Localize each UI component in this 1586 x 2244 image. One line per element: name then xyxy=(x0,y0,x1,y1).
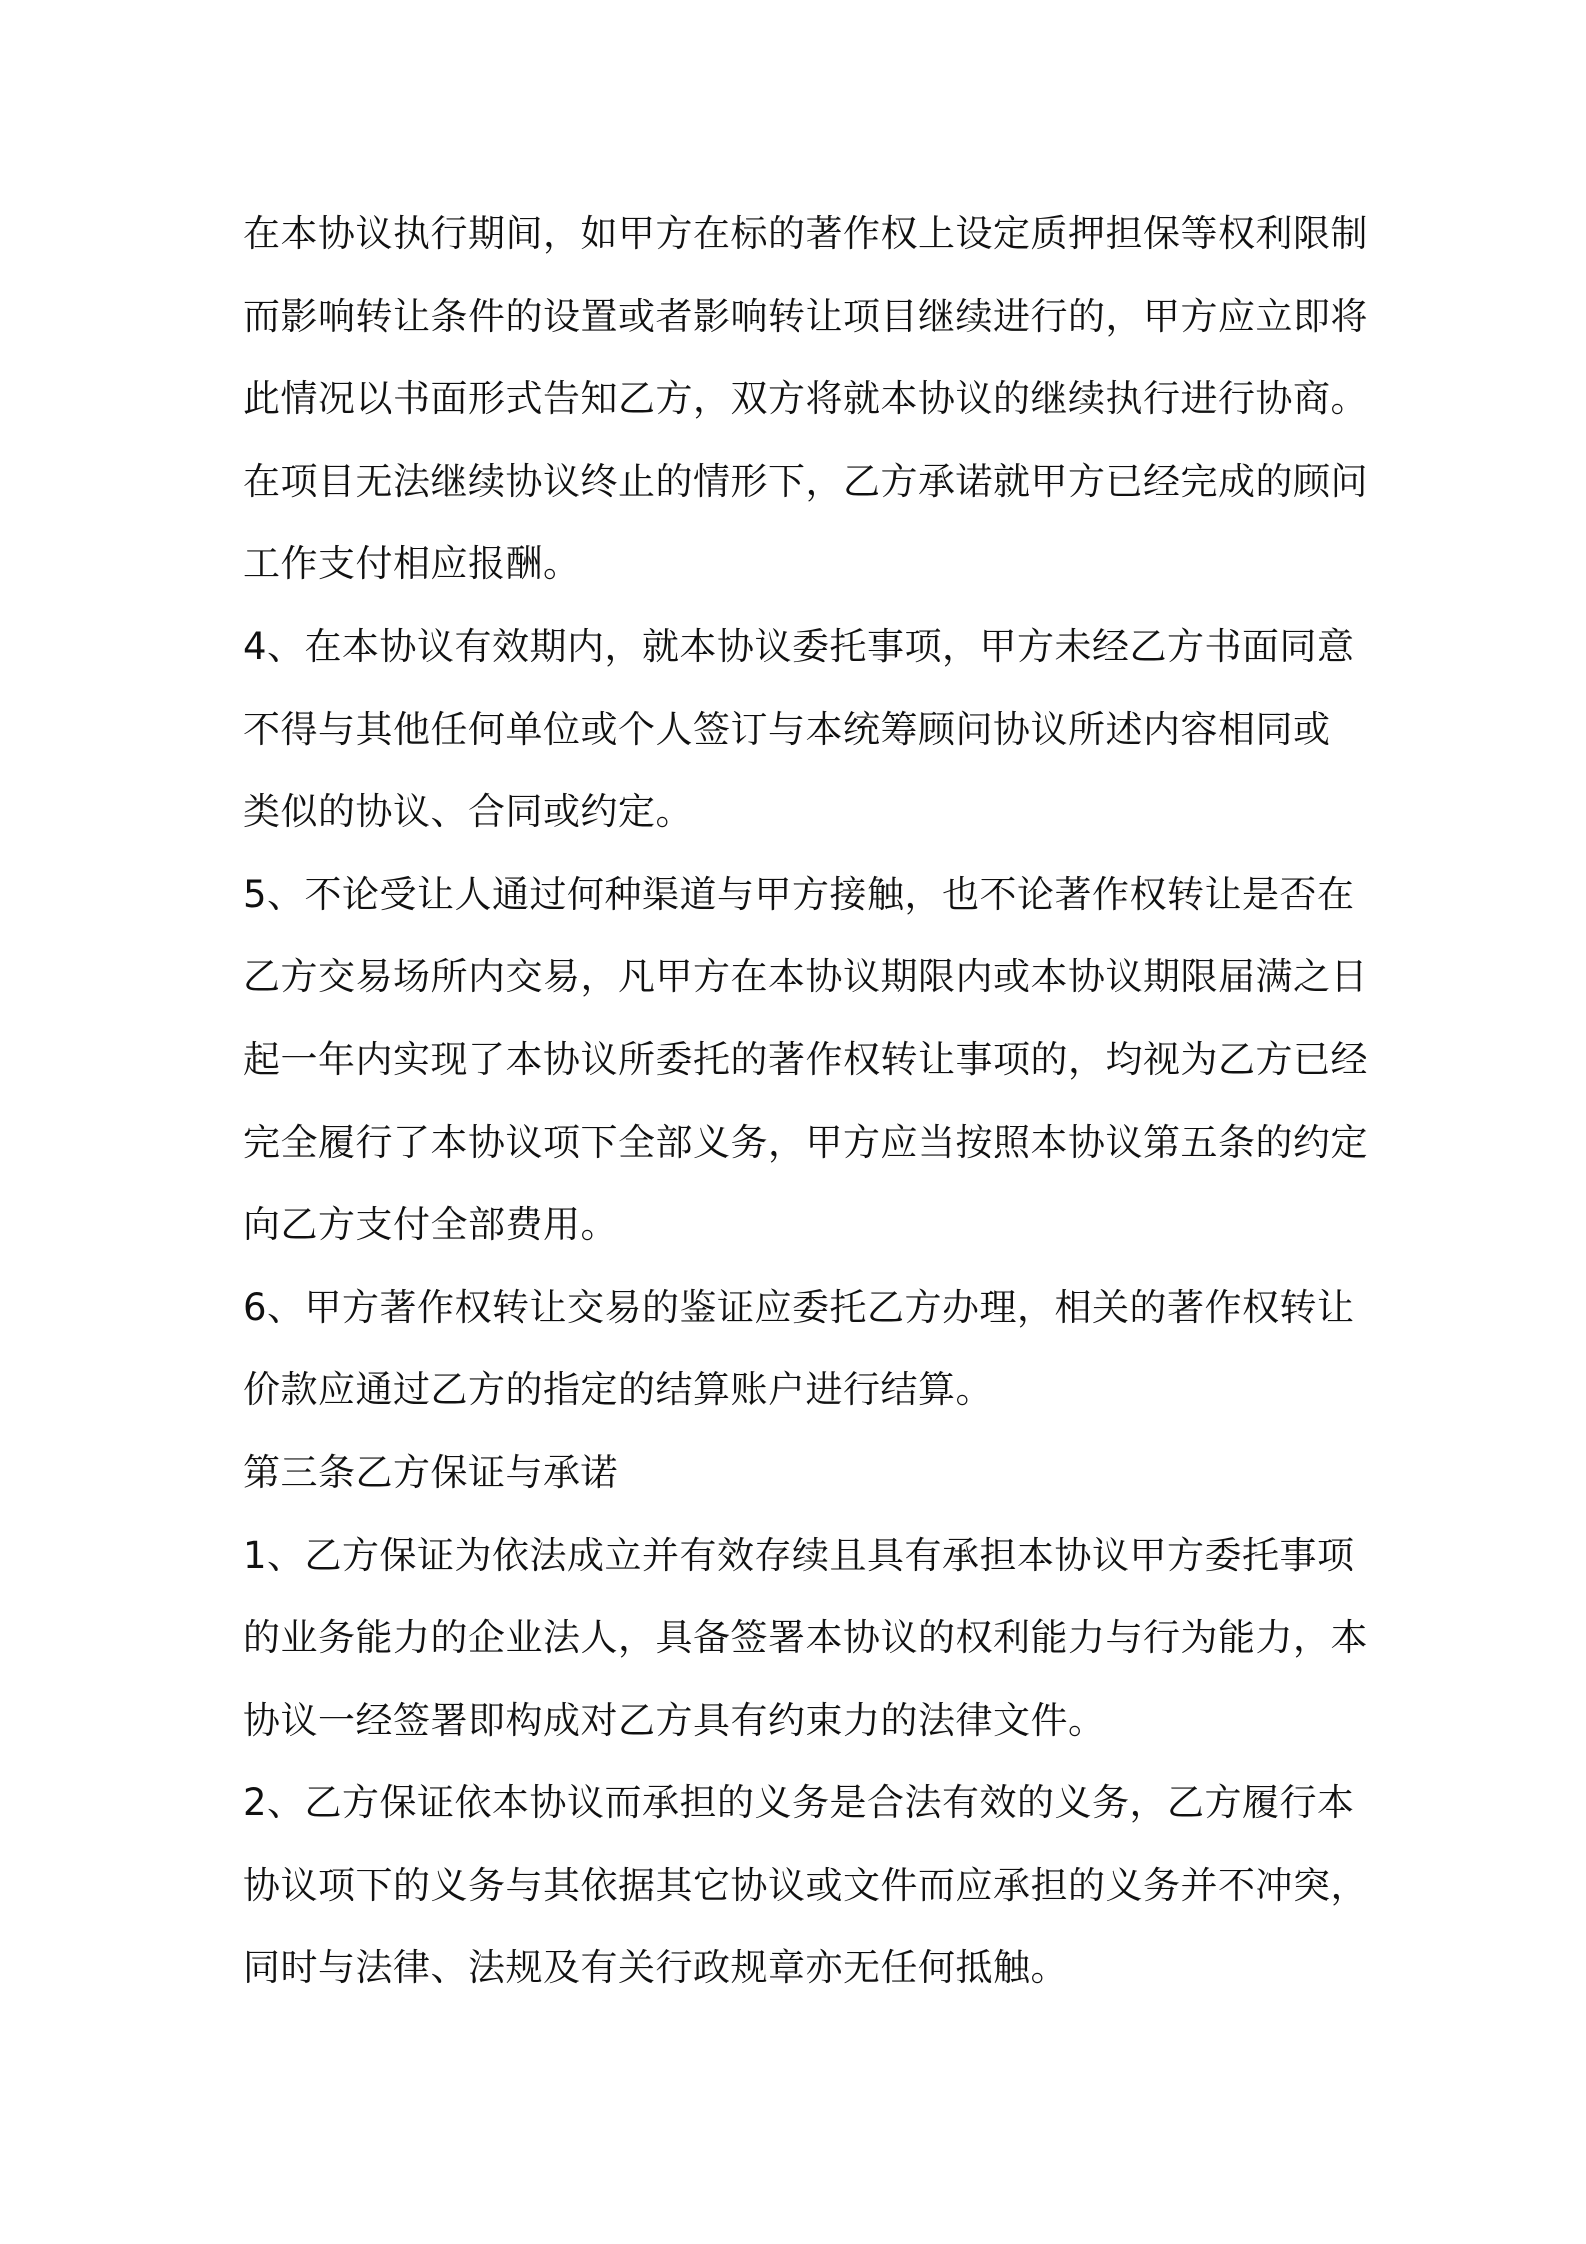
text-line: 价款应通过乙方的指定的结算账户进行结算。 xyxy=(243,1368,993,1412)
text-line: 起一年内实现了本协议所委托的著作权转让事项的，均视为乙方已经 xyxy=(243,1037,1368,1081)
text-line: 此情况以书面形式告知乙方，双方将就本协议的继续执行进行协商。 xyxy=(243,377,1368,421)
clause-1-line: 1、乙方保证为依法成立并有效存续且具有承担本协议甲方委托事项 xyxy=(243,1533,1355,1577)
text-line: 在项目无法继续协议终止的情形下，乙方承诺就甲方已经完成的顾问 xyxy=(243,459,1368,503)
clause-4-line: 4、在本协议有效期内，就本协议委托事项，甲方未经乙方书面同意 xyxy=(243,624,1355,668)
text-line: 协议一经签署即构成对乙方具有约束力的法律文件。 xyxy=(243,1698,1106,1742)
document-body xyxy=(243,193,1368,2010)
text-line: 不得与其他任何单位或个人签订与本统筹顾问协议所述内容相同或 xyxy=(243,707,1331,751)
text-line: 乙方交易场所内交易，凡甲方在本协议期限内或本协议期限届满之日 xyxy=(243,955,1368,999)
clause-5-line: 5、不论受让人通过何种渠道与甲方接触，也不论著作权转让是否在 xyxy=(243,872,1355,916)
text-line: 向乙方支付全部费用。 xyxy=(243,1203,618,1247)
clause-2-line: 2、乙方保证依本协议而承担的义务是合法有效的义务，乙方履行本 xyxy=(243,1781,1355,1825)
text-line: 工作支付相应报酬。 xyxy=(243,542,581,586)
text-line: 完全履行了本协议项下全部义务，甲方应当按照本协议第五条的约定 xyxy=(243,1120,1368,1164)
section-heading: 第三条乙方保证与承诺 xyxy=(243,1450,618,1494)
clause-6-line: 6、甲方著作权转让交易的鉴证应委托乙方办理，相关的著作权转让 xyxy=(243,1285,1355,1329)
text-line: 协议项下的义务与其依据其它协议或文件而应承担的义务并不冲突， xyxy=(243,1863,1368,1907)
text-line: 而影响转让条件的设置或者影响转让项目继续进行的，甲方应立即将 xyxy=(243,294,1368,338)
text-line: 类似的协议、合同或约定。 xyxy=(243,790,693,834)
text-line: 的业务能力的企业法人，具备签署本协议的权利能力与行为能力，本 xyxy=(243,1616,1368,1660)
text-line: 在本协议执行期间，如甲方在标的著作权上设定质押担保等权利限制 xyxy=(243,212,1368,255)
text-line: 同时与法律、法规及有关行政规章亦无任何抵触。 xyxy=(243,1946,1068,1990)
